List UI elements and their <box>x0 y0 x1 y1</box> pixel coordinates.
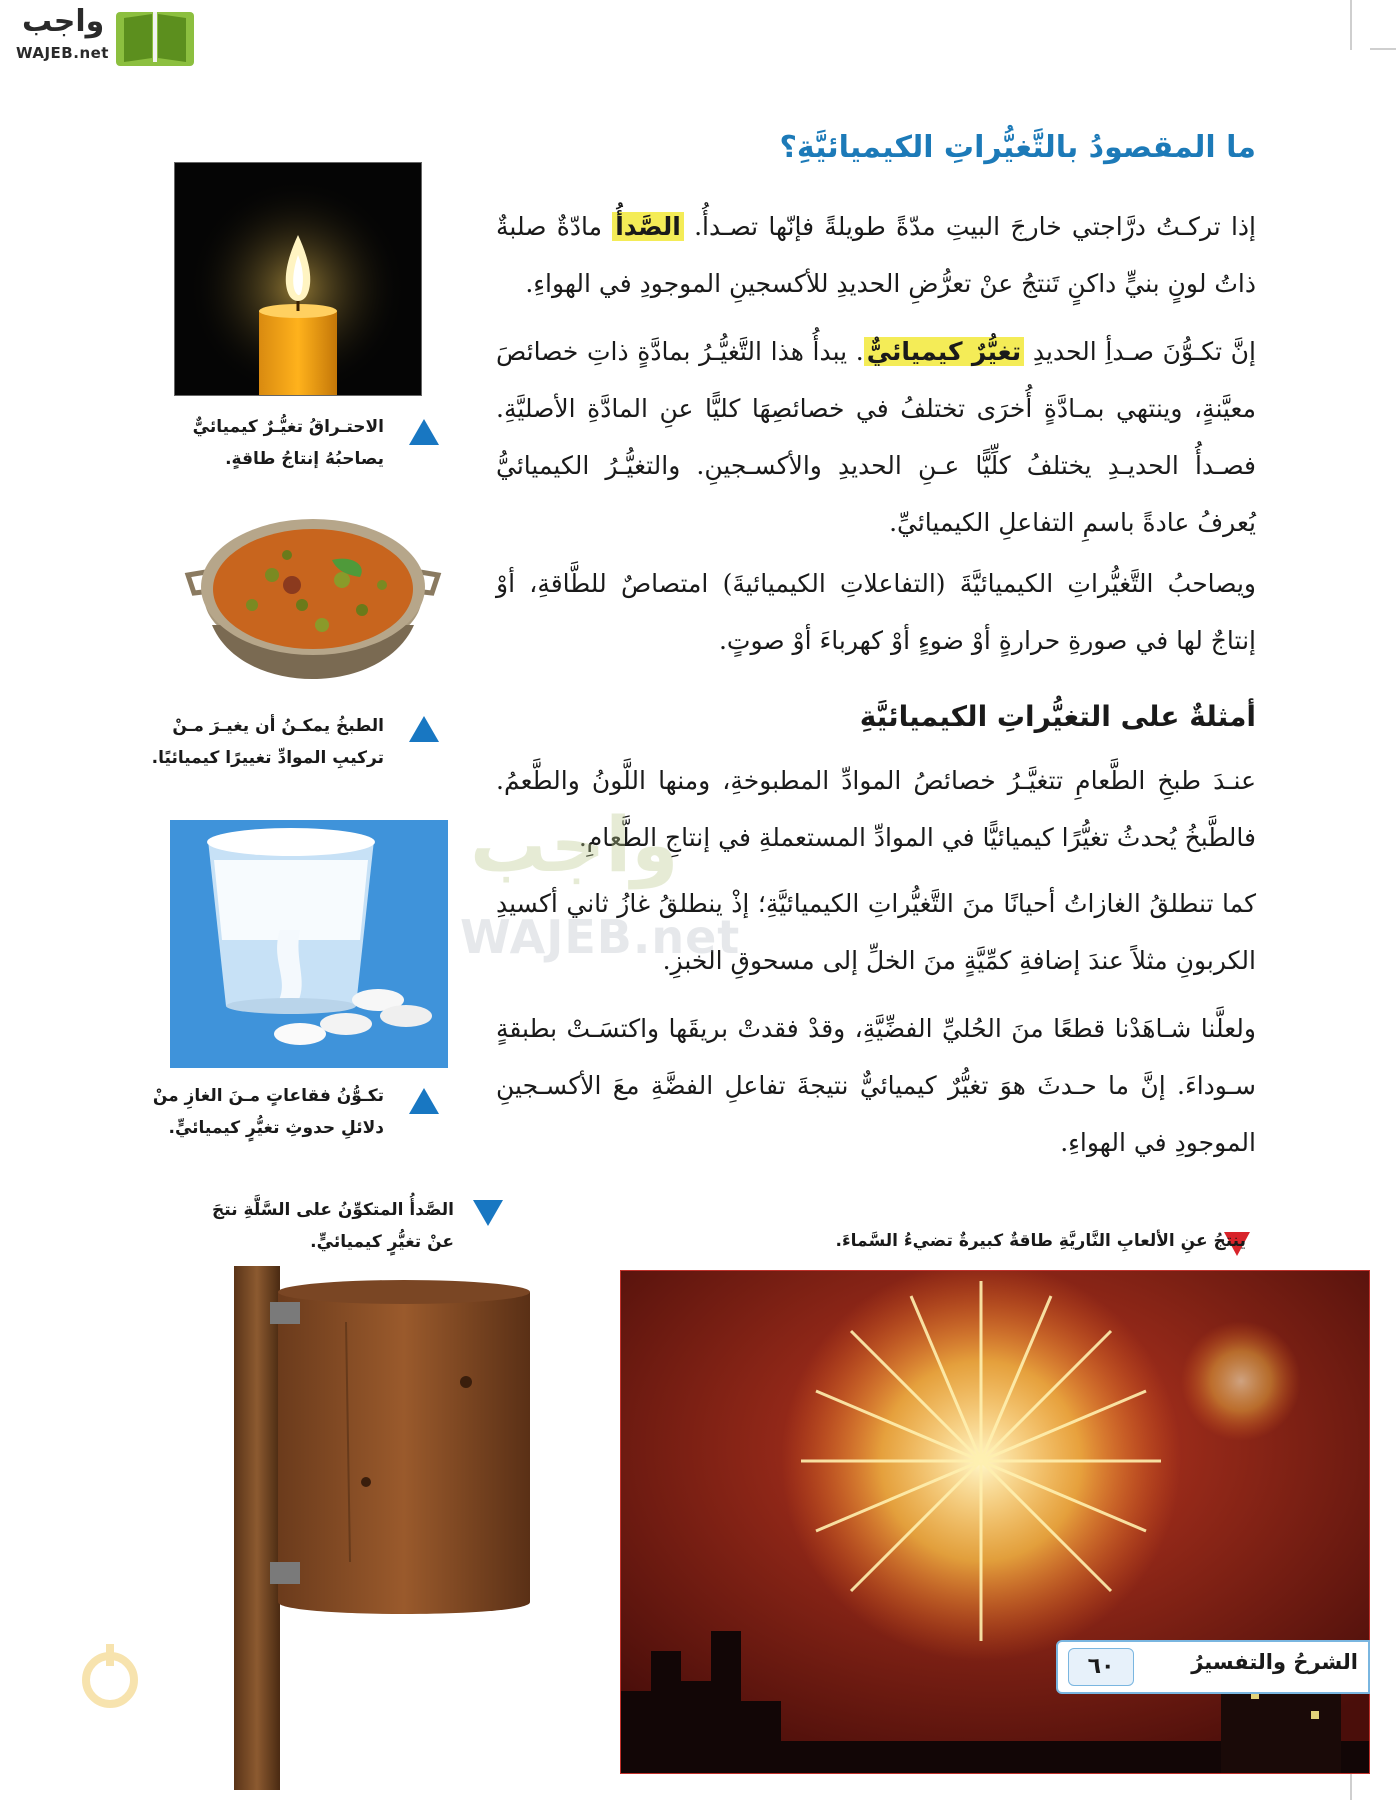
paragraph-text: . يبدأُ هذا التَّغيُّـرُ بمادَّةٍ ذاتِ خصائصَ معيَّنةٍ، وينتهي بمـادَّةٍ أُخرَى تختلفُ في خصائصِهَا كليًّا عنِ المادَّةِ الأصليَّةِ. فصـدأُ الحديـدِ يختلفُ كلِّيًّا عـنِ الحديدِ والأكسـجينِ. والتغيُّـرُ الكيميائيُّ يُعرفُ عادةً باسمِ التفاعلِ الكيميائيِّ. <box>496 337 1256 537</box>
fizzing-glass-icon <box>170 820 448 1068</box>
caption-gas-bubbles: تكـوُّنُ فقاعاتٍ مـنَ الغازِ منْ دلائلِ حدوثِ تغيُّرٍ كيميائيٍّ. <box>152 1086 384 1138</box>
caption-pointer-icon <box>409 1088 439 1114</box>
caption-rust-bin: الصَّدأُ المتكوِّنُ على السَّلَّةِ نتجَ عنْ تغيُّرٍ كيميائيٍّ. <box>212 1200 454 1252</box>
paragraph-text: إنَّ تكـوُّنَ صـدأِ الحديدِ <box>1024 337 1256 366</box>
page-footer-tab <box>1056 1640 1370 1694</box>
section-title-chemical-changes: ما المقصودُ بالتَّغيُّراتِ الكيميائيَّةِ؟ <box>779 130 1256 165</box>
cooking-pot-icon <box>182 505 444 703</box>
rusty-bin-icon <box>226 1262 536 1790</box>
fizzing-glass-image <box>170 820 448 1068</box>
paragraph-energy: ويصاحبُ التَّغيُّراتِ الكيميائيَّةَ (التفاعلاتِ الكيميائيةَ) امتصاصٌ للطَّاقةِ، أوْ إنتاجٌ لها في صورةِ حرارةٍ أوْ ضوءٍ أوْ كهرباءَ أوْ صوتٍ. <box>496 569 1256 655</box>
book-logo-icon <box>116 6 194 66</box>
caption-pointer-icon <box>409 716 439 742</box>
logo-text-english: WAJEB.net <box>16 44 109 62</box>
paragraph-silver: ولعلَّنا شـاهَدْنا قطعًا منَ الحُليِّ الفضِّيَّةِ، وقدْ فقدتْ بريقَها واكتسَـتْ بطبقةٍ سـوداءَ. إنَّ ما حـدثَ هوَ تغيُّرٌ كيميائيٌّ نتيجةَ تفاعلِ الفضَّةِ معَ الأكسـجينِ الموجودِ في الهواءِ. <box>496 1014 1256 1157</box>
candle-image <box>174 162 422 396</box>
caption-fireworks: ينتجُ عنِ الألعابِ النَّاريَّةِ طاقةٌ كبيرةٌ تضيءُ السَّماءَ. <box>835 1231 1246 1251</box>
paragraph-gases: كما تنطلقُ الغازاتُ أحيانًا منَ التَّغيُّراتِ الكيميائيَّةِ؛ إذْ ينطلقُ غازُ ثاني أكسيدِ الكربونِ مثلاً عندَ إضافةِ كمِّيَّةٍ منَ الخلِّ إلى مسحوقِ الخبزِ. <box>496 889 1256 975</box>
fireworks-icon <box>621 1271 1369 1773</box>
paragraph-chemical-change <box>496 323 1256 551</box>
caption-cooking: الطبخُ يمكـنُ أن يغيـرَ مـنْ تركيبِ الموادِّ تغييرًا كيميائيًا. <box>151 716 384 768</box>
logo-text-arabic: واجب <box>22 4 105 39</box>
watermark-text-english: WAJEB.net <box>460 910 741 964</box>
section-title-examples: أمثلةٌ على التغيُّراتِ الكيميائيَّةِ <box>859 700 1256 733</box>
crop-mark <box>1350 0 1352 50</box>
paragraph-text: مادّةٌ صلبةٌ ذاتُ لونٍ بنيٍّ داكنٍ تَنتجُ عنْ تعرُّضِ الحديدِ للأكسجينِ الموجودِ في الهواءِ. <box>496 212 1256 298</box>
site-logo[interactable] <box>8 4 198 68</box>
section-label: الشرحُ والتفسيرُ <box>1191 1650 1358 1674</box>
highlighted-term-rust: الصَّدأُ <box>612 212 684 241</box>
fireworks-image <box>620 1270 1370 1774</box>
cooking-pot-image <box>182 505 444 703</box>
paragraph-rust-definition <box>496 198 1256 312</box>
crop-mark <box>1370 48 1396 50</box>
page-number: ٦٠ <box>1068 1648 1134 1686</box>
highlighted-term-chemical-change: تغيُّرٌ كيميائيٌّ <box>864 337 1024 366</box>
candle-icon <box>175 163 421 395</box>
decorative-mark-icon <box>80 1640 140 1710</box>
paragraph-cooking: عنـدَ طبخِ الطَّعامِ تتغيَّـرُ خصائصُ الموادِّ المطبوخةِ، ومنها اللَّونُ والطَّعمُ. فالطَّبخُ يُحدثُ تغيُّرًا كيميائيًّا في الموادِّ المستعملةِ في إنتاجِ الطَّعامِ. <box>496 766 1256 852</box>
rusty-bin-image <box>226 1262 536 1790</box>
paragraph-text: إذا تركـتُ درَّاجتي خارجَ البيتِ مدّةً طويلةً فإنّها تصـدأُ. <box>683 212 1256 241</box>
faded-logo-icon <box>80 1640 140 1710</box>
watermark-text-arabic: واجب <box>470 800 679 889</box>
caption-pointer-icon <box>409 419 439 445</box>
caption-candle: الاحتـراقُ تغيُّـرٌ كيميائيٌّ يصاحبُهُ إنتاجُ طاقةٍ. <box>192 417 384 469</box>
caption-pointer-icon <box>473 1200 503 1226</box>
